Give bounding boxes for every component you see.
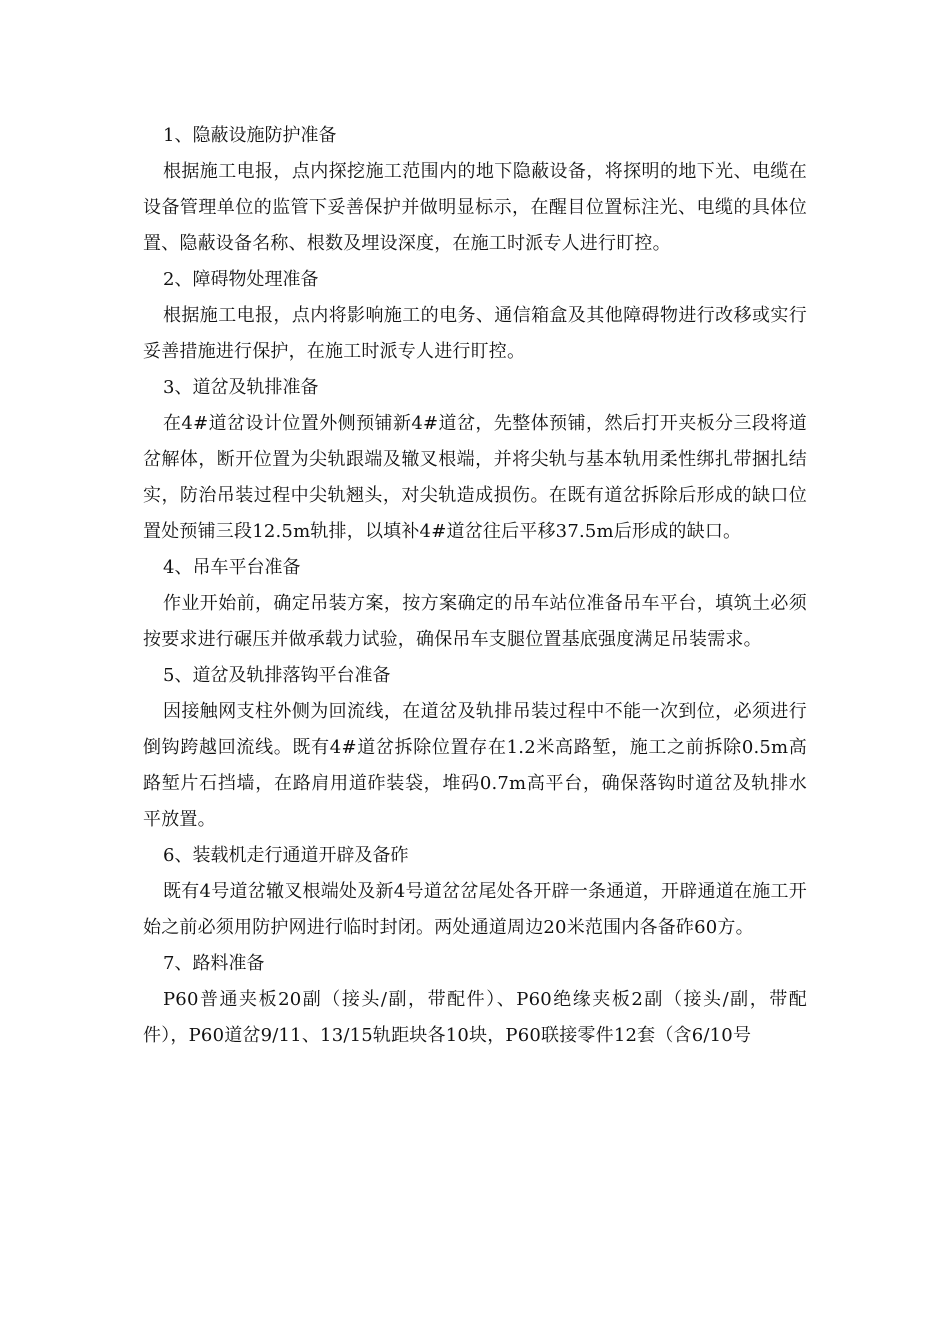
section-heading: 4、吊车平台准备: [163, 557, 301, 578]
document-body: [143, 118, 807, 1054]
section-paragraph: 因接触网支柱外侧为回流线，在道岔及轨排吊装过程中不能一次到位，必须进行倒钩跨越回流线。既有4#道岔拆除位置存在1.2米高路堑，施工之前拆除0.5m高路堑片石挡墙，在路肩用道砟装袋，堆码0.7m高平台，确保落钩时道岔及轨排水平放置。: [143, 701, 807, 830]
section-paragraph: 既有4号道岔辙叉根端处及新4号道岔岔尾处各开辟一条通道，开辟通道在施工开始之前必须用防护网进行临时封闭。两处通道周边20米范围内各备砟60方。: [143, 881, 807, 938]
section-heading: 5、道岔及轨排落钩平台准备: [163, 665, 391, 686]
section-heading: 3、道岔及轨排准备: [163, 377, 319, 398]
section-paragraph: 根据施工电报，点内探挖施工范围内的地下隐蔽设备，将探明的地下光、电缆在设备管理单位的监管下妥善保护并做明显标示，在醒目位置标注光、电缆的具体位置、隐蔽设备名称、根数及埋设深度，在施工时派专人进行盯控。: [143, 161, 807, 254]
section-heading: 2、障碍物处理准备: [163, 269, 319, 290]
section-heading: 7、路料准备: [163, 953, 265, 974]
section-paragraph: 在4#道岔设计位置外侧预铺新4#道岔，先整体预铺，然后打开夹板分三段将道岔解体，断开位置为尖轨跟端及辙叉根端，并将尖轨与基本轨用柔性绑扎带捆扎结实，防治吊装过程中尖轨翘头，对尖轨造成损伤。在既有道岔拆除后形成的缺口位置处预铺三段12.5m轨排，以填补4#道岔往后平移37.5m后形成的缺口。: [143, 413, 807, 542]
section-paragraph: 根据施工电报，点内将影响施工的电务、通信箱盒及其他障碍物进行改移或实行妥善措施进行保护，在施工时派专人进行盯控。: [143, 305, 807, 362]
section-paragraph: 作业开始前，确定吊装方案，按方案确定的吊车站位准备吊车平台，填筑土必须按要求进行碾压并做承载力试验，确保吊车支腿位置基底强度满足吊装需求。: [143, 593, 807, 650]
section-paragraph: P60普通夹板20副（接头/副，带配件）、P60绝缘夹板2副（接头/副，带配件），P60道岔9/11、13/15轨距块各10块，P60联接零件12套（含6/10号: [143, 989, 807, 1046]
section-heading: 6、装载机走行通道开辟及备砟: [163, 845, 409, 866]
section-heading: 1、隐蔽设施防护准备: [163, 125, 337, 146]
